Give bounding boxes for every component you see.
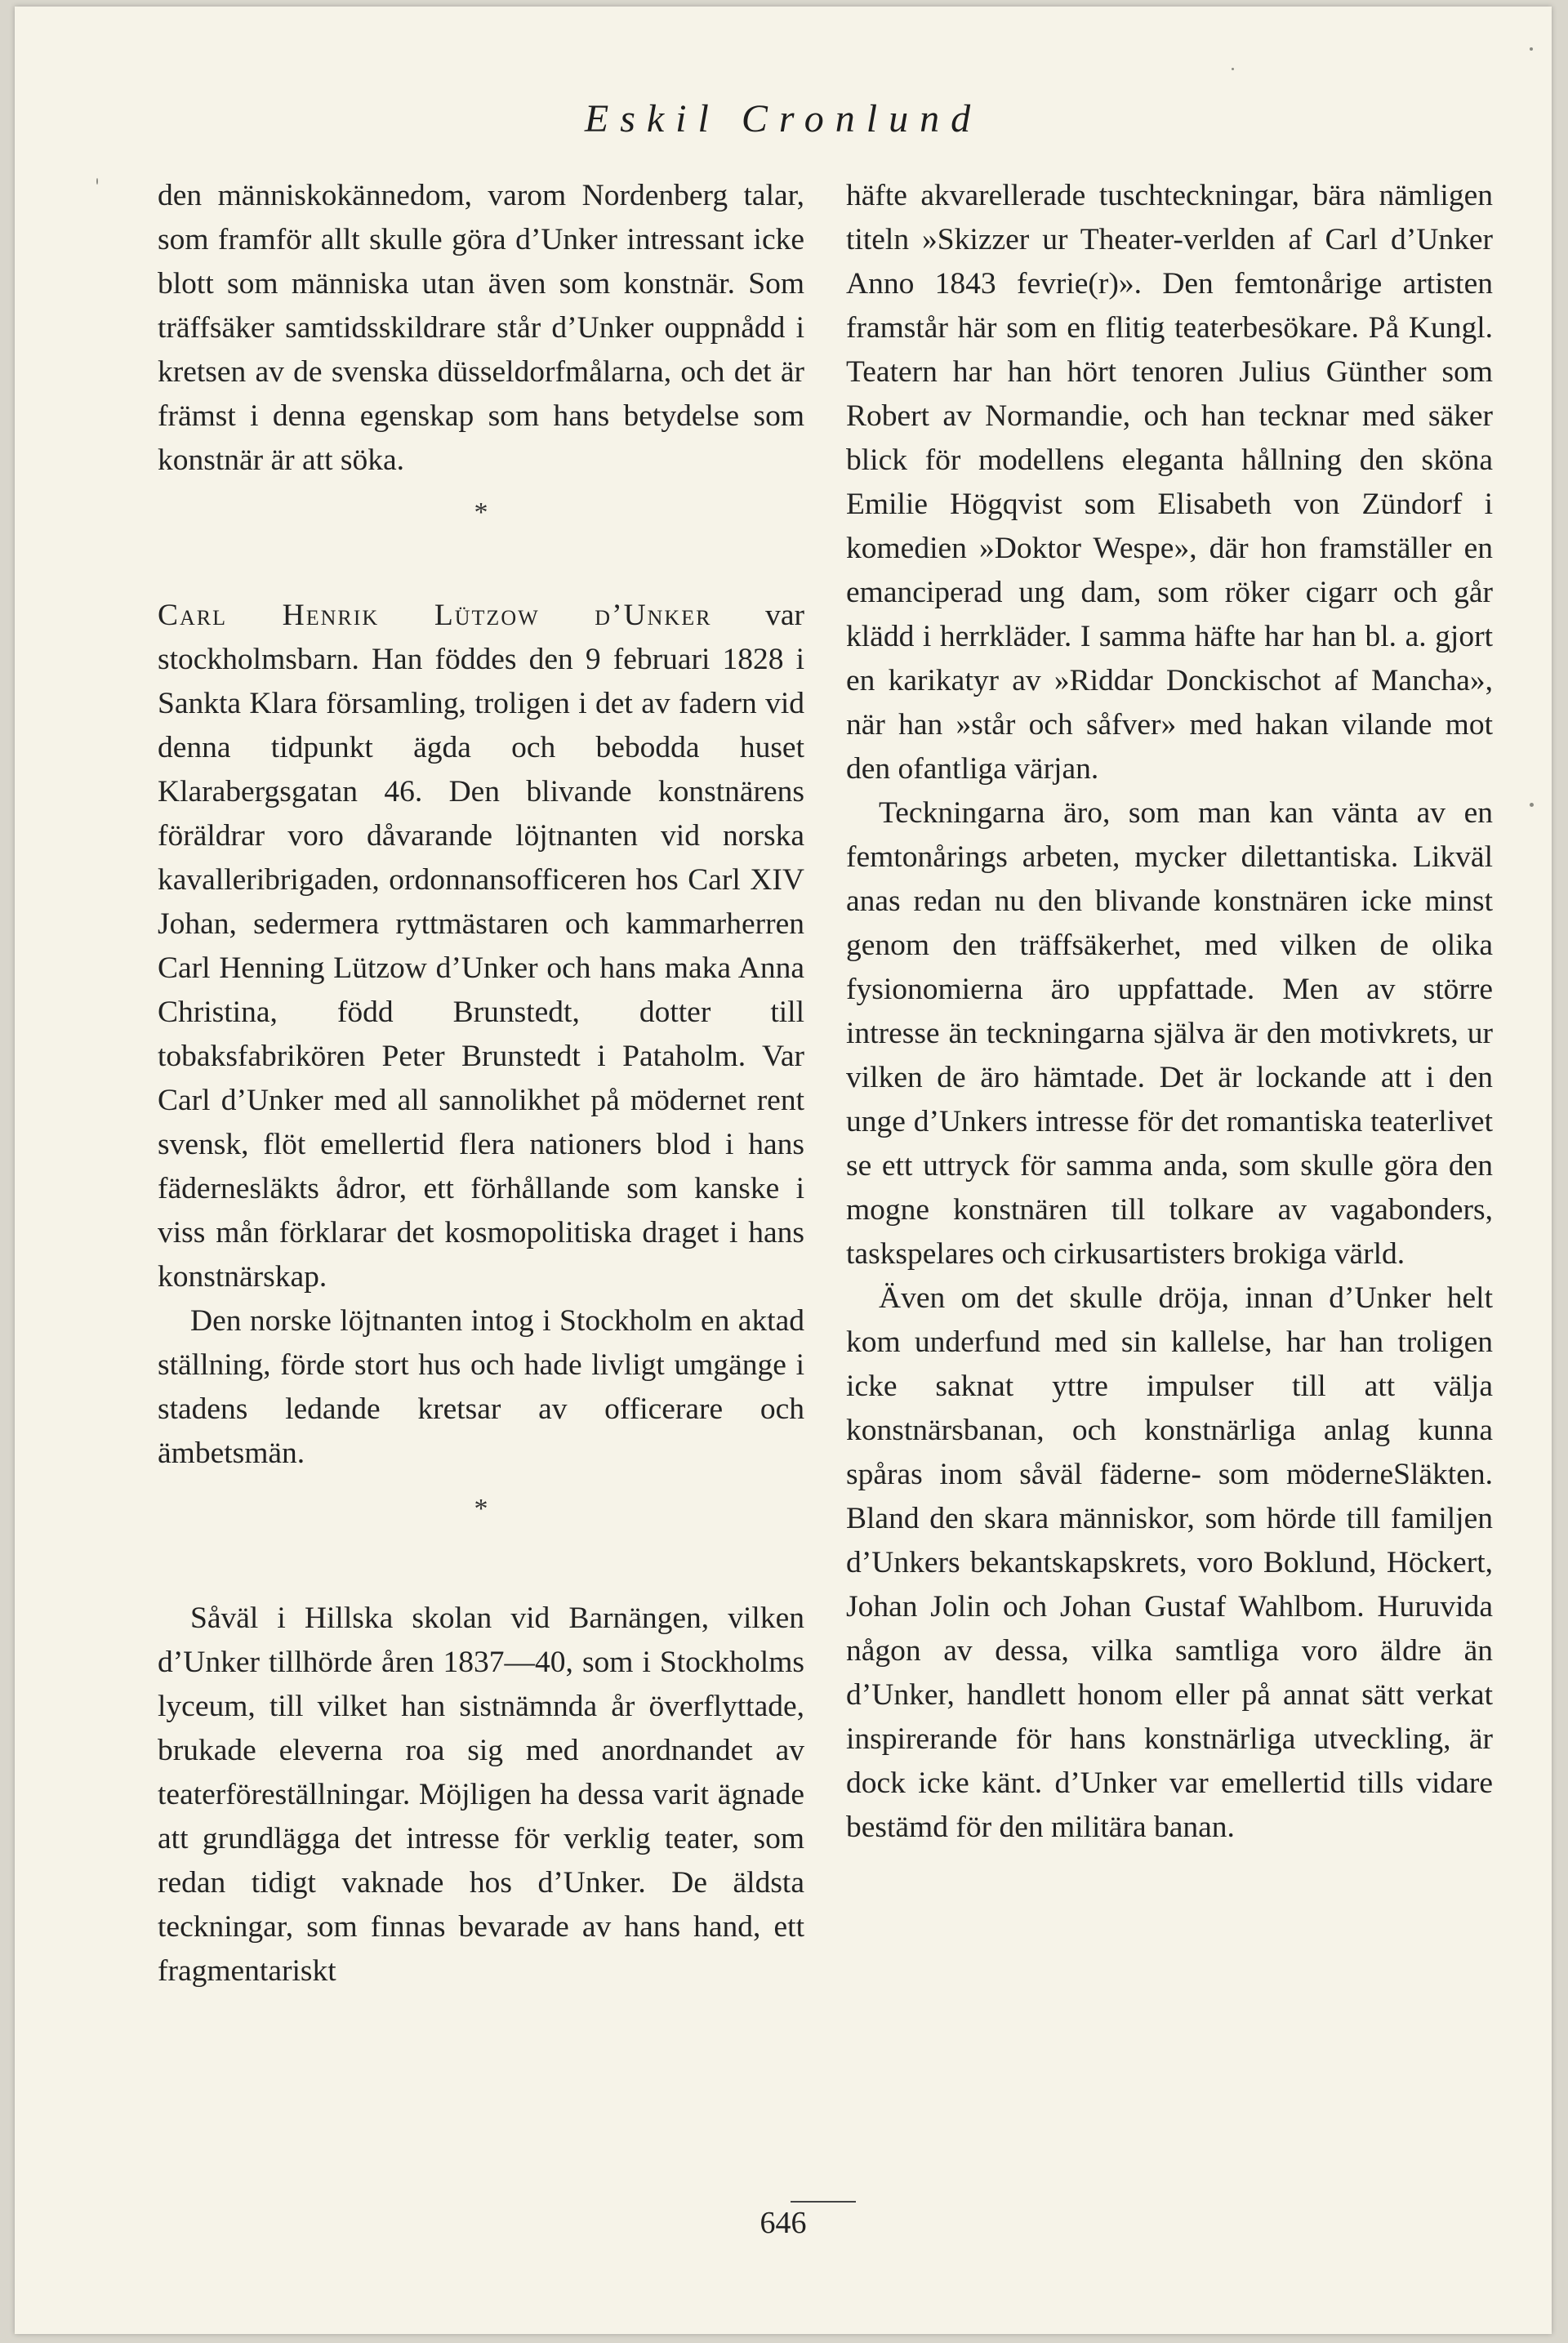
left-paragraph-2	[158, 594, 804, 1299]
left-column	[158, 174, 804, 1993]
subject-name-small-caps: Carl Henrik Lützow d’Unker	[158, 599, 712, 632]
left-paragraph-1: den människokännedom, varom Nordenberg talar, som framför allt skulle göra d’Unker intressant icke blott som människa utan även som konstnär. Som träffsäker samtidsskildrare står d’Unker ouppnådd i kretsen av de svenska düsseldorfmålarna, och det är främst i denna egenskap som hans betydelse som konstnär är att söka.	[158, 179, 804, 477]
paper-speck	[1232, 68, 1234, 70]
paper-speck	[1530, 803, 1534, 807]
right-paragraph-2: Teckningarna äro, som man kan vänta av en femtonårings arbeten, mycker dilettantiska. Likväl anas redan nu den blivande konstnären icke minst genom den träffsäkerhet, med vilken de olika fysionomierna äro uppfattade. Men av större intresse än teckningarna själva är den motivkrets, ur vilken de äro hämtade. Det är lockande att i den unge d’Unkers intresse för det romantiska teaterlivet se ett uttryck för samma anda, som skulle göra den mogne konstnären till tolkare av vagabonders, taskspelares och cirkusartisters brokiga värld.	[846, 796, 1493, 1271]
paper-speck	[1530, 47, 1533, 51]
page-number: 646	[760, 2206, 807, 2240]
left-paragraph-4: Såväl i Hillska skolan vid Barnängen, vilken d’Unker tillhörde åren 1837—40, som i Stockholms lyceum, till vilket han sistnämnda år överflyttade, brukade eleverna roa sig med anordnandet av teaterföreställningar. Möjligen ha dessa varit ägnade att grundlägga det intresse för verklig teater, som redan tidigt vaknade hos d’Unker. De äldsta teckningar, som finnas bevarade av hans hand, ett fragmentariskt	[158, 1601, 804, 1988]
right-paragraph-3: Även om det skulle dröja, innan d’Unker helt kom underfund med sin kallelse, har han troligen icke saknat yttre impulser till att välja konstnärsbanan, och konstnärliga anlag kunna spåras inom såväl fäderne- som möderneSläkten. Bland den skara människor, som hörde till familjen d’Unkers bekantskapskrets, voro Boklund, Höckert, Johan Jolin och Johan Gustaf Wahlbom. Huruvida någon av dessa, vilka samtliga voro äldre än d’Unker, handlett honom eller på annat sätt verkat inspirerande för hans konstnärliga utveckling, är dock icke känt. d’Unker var emellertid tills vidare bestämd för den militära banan.	[846, 1281, 1493, 1844]
page-number-rule	[791, 2201, 856, 2203]
section-separator-asterisk: *	[474, 1494, 488, 1524]
section-separator-asterisk: *	[474, 497, 488, 528]
book-page	[15, 7, 1552, 2334]
running-title: Eskil Cronlund	[584, 97, 982, 140]
left-paragraph-3: Den norske löjtnanten intog i Stockholm en aktad ställning, förde stort hus och hade livligt umgänge i stadens ledande kretsar av officerare och ämbetsmän.	[158, 1304, 804, 1470]
right-paragraph-1: häfte akvarellerade tuschteckningar, bära nämligen titeln »Skizzer ur Theater-verlden af Carl d’Unker Anno 1843 fevrie(r)». Den femtonårige artisten framstår här som en flitig teaterbesökare. På Kungl. Teatern har han hört tenoren Julius Günther som Robert av Normandie, och han tecknar med säker blick för modellens eleganta hållning den sköna Emilie Högqvist som Elisabeth von Zündorf i komedien »Doktor Wespe», där hon framställer en emanciperad ung dam, som röker cigarr och går klädd i herrkläder. I samma häfte har han bl. a. gjort en karikatyr av »Riddar Donckischot af Mancha», när han »står och såfver» med hakan vilande mot den ofantliga värjan.	[846, 179, 1493, 786]
right-column	[846, 174, 1493, 1850]
paper-speck	[96, 178, 98, 185]
left-paragraph-2-text: var stockholmsbarn. Han föddes den 9 februari 1828 i Sankta Klara församling, troligen i det av fadern vid denna tidpunkt ägda och bebodda huset Klarabergsgatan 46. Den blivande konstnärens föräldrar voro dåvarande löjtnanten vid norska kavalleribrigaden, ordonnansofficeren hos Carl XIV Johan, sedermera ryttmästaren och kammarherren Carl Henning Lützow d’Unker och hans maka Anna Christina, född Brunstedt, dotter till tobaksfabrikören Peter Brunstedt i Pataholm. Var Carl d’Unker med all sannolikhet på mödernet rent svensk, flöt emellertid flera nationers blod i hans fädernesläkts ådror, ett förhållande som kanske i viss mån förklarar det kosmopolitiska draget i hans konstnärskap.	[158, 599, 804, 1294]
